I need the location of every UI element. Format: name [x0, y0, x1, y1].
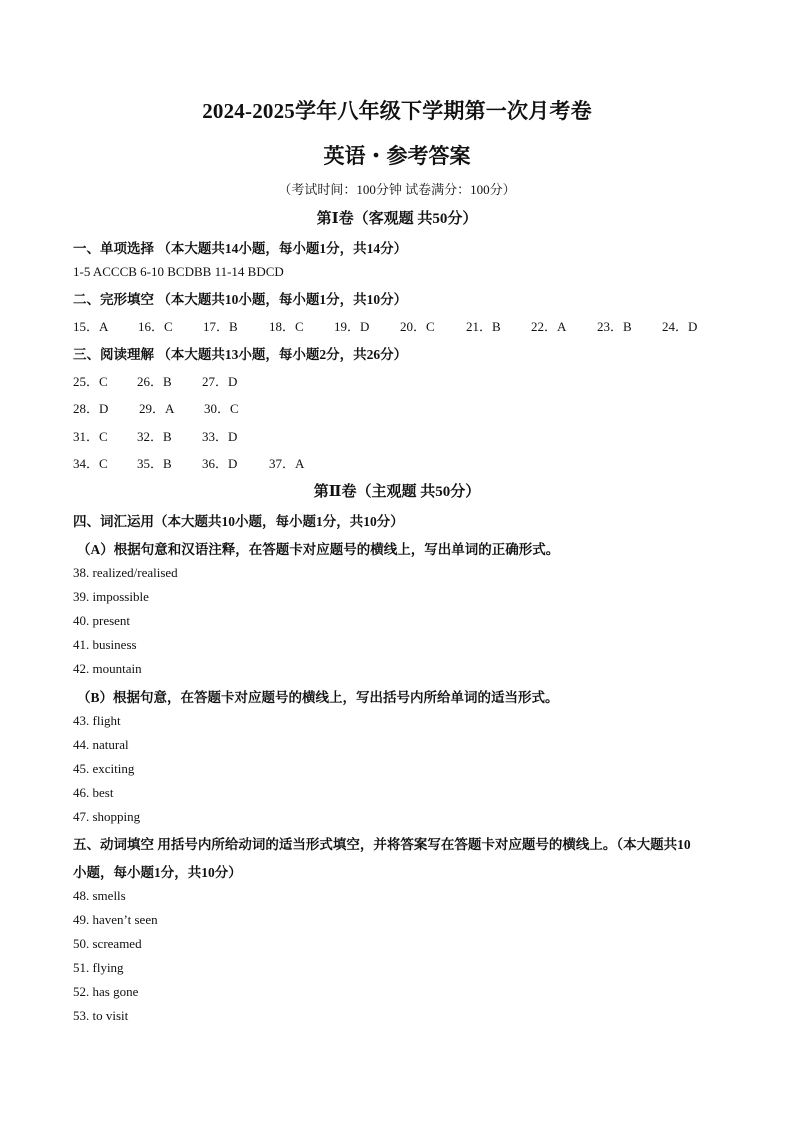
- page-title: 2024-2025学年八年级下学期第一次月考卷: [202, 99, 592, 123]
- answer-35: 35．B: [137, 456, 172, 471]
- section1-heading: 一、单项选择 （本大题共14小题，每小题1分，共14分）: [73, 241, 408, 256]
- answer-46: 46. best: [73, 785, 114, 800]
- answer-21: 21．B: [466, 319, 501, 334]
- answer-28: 28．D: [73, 401, 109, 416]
- answer-41: 41. business: [73, 637, 137, 652]
- section4-heading: 四、词汇运用（本大题共10小题，每小题1分，共10分）: [73, 514, 404, 529]
- answer-49: 49. haven’t seen: [73, 912, 158, 927]
- answer-25: 25．C: [73, 374, 108, 389]
- answer-45: 45. exciting: [73, 761, 135, 776]
- answer-19: 19．D: [334, 319, 370, 334]
- answer-51: 51. flying: [73, 960, 124, 975]
- part1-heading: 第Ⅰ卷（客观题 共50分）: [316, 211, 478, 227]
- answer-22: 22．A: [531, 319, 567, 334]
- section2-heading: 二、完形填空 （本大题共10小题，每小题1分，共10分）: [73, 292, 408, 307]
- answer-30: 30．C: [204, 401, 239, 416]
- answer-43: 43. flight: [73, 713, 121, 728]
- section4b-instruction: （B）根据句意，在答题卡对应题号的横线上，写出括号内所给单词的适当形式。: [77, 690, 559, 705]
- answer-42: 42. mountain: [73, 661, 142, 676]
- answer-17: 17．B: [203, 319, 238, 334]
- section1-answers: 1-5 ACCCB 6-10 BCDBB 11-14 BDCD: [73, 264, 284, 279]
- answer-47: 47. shopping: [73, 809, 141, 824]
- section5-heading-line2: 小题，每小题1分，共10分）: [73, 865, 242, 880]
- page-subtitle: 英语・参考答案: [323, 144, 471, 168]
- answer-52: 52. has gone: [73, 984, 139, 999]
- answer-40: 40. present: [73, 613, 131, 628]
- section5-heading-line1: 五、动词填空 用括号内所给动词的适当形式填空，并将答案写在答题卡对应题号的横线上。（本大题共10: [73, 837, 691, 852]
- answer-33: 33．D: [202, 429, 238, 444]
- section3-heading: 三、阅读理解 （本大题共13小题，每小题2分，共26分）: [73, 347, 408, 362]
- answer-34: 34．C: [73, 456, 108, 471]
- answer-36: 36．D: [202, 456, 238, 471]
- answer-18: 18．C: [269, 319, 304, 334]
- answer-24: 24．D: [662, 319, 698, 334]
- answer-53: 53. to visit: [73, 1008, 129, 1023]
- answer-16: 16．C: [138, 319, 173, 334]
- exam-meta: （考试时间：100分钟 试卷满分：100分）: [278, 182, 516, 197]
- section4a-instruction: （A）根据句意和汉语注释，在答题卡对应题号的横线上，写出单词的正确形式。: [77, 542, 560, 557]
- answer-38: 38. realized/realised: [73, 565, 178, 580]
- answer-39: 39. impossible: [73, 589, 149, 604]
- answer-31: 31．C: [73, 429, 108, 444]
- answer-27: 27．D: [202, 374, 238, 389]
- answer-48: 48. smells: [73, 888, 126, 903]
- answer-20: 20．C: [400, 319, 435, 334]
- answer-50: 50. screamed: [73, 936, 142, 951]
- answer-23: 23．B: [597, 319, 632, 334]
- answer-32: 32．B: [137, 429, 172, 444]
- answer-26: 26．B: [137, 374, 172, 389]
- answer-44: 44. natural: [73, 737, 129, 752]
- part2-heading: 第Ⅱ卷（主观题 共50分）: [313, 484, 481, 500]
- answer-37: 37．A: [269, 456, 305, 471]
- answer-29: 29．A: [139, 401, 175, 416]
- answer-15: 15．A: [73, 319, 109, 334]
